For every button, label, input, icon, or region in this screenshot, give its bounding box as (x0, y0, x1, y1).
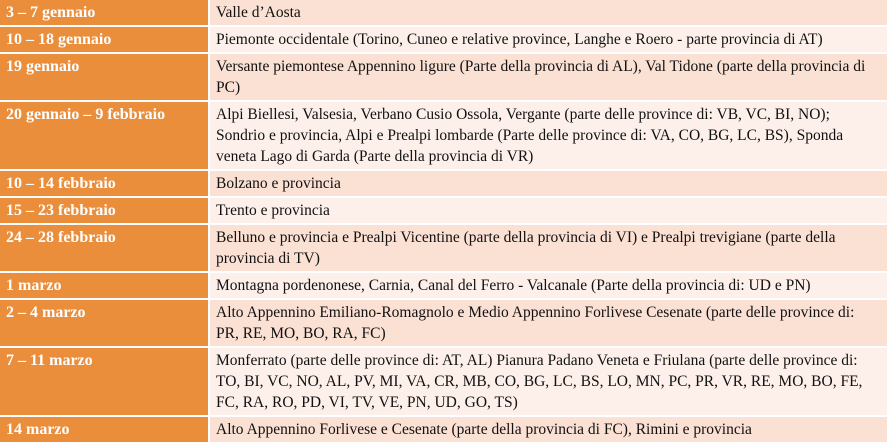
table-row (0, 170, 887, 197)
date-cell: 14 marzo (0, 416, 209, 443)
date-cell: 19 gennaio (0, 53, 209, 101)
table-row (0, 272, 887, 299)
date-cell: 15 – 23 febbraio (0, 197, 209, 224)
table-row (0, 0, 887, 26)
date-cell: 20 gennaio – 9 febbraio (0, 101, 209, 170)
area-cell: Versante piemontese Appennino ligure (Parte della provincia di AL), Val Tidone (parte della provincia di PC) (209, 53, 887, 101)
date-cell: 24 – 28 febbraio (0, 224, 209, 272)
area-cell: Bolzano e provincia (209, 170, 887, 197)
date-cell: 1 marzo (0, 272, 209, 299)
table-row (0, 347, 887, 416)
table-row (0, 53, 887, 101)
area-cell: Belluno e provincia e Prealpi Vicentine (parte della provincia di VI) e Prealpi trevigiane (parte della provincia di TV) (209, 224, 887, 272)
area-cell: Alto Appennino Emiliano-Romagnolo e Medio Appennino Forlivese Cesenate (parte delle province di: PR, RE, MO, BO, RA, FC) (209, 299, 887, 347)
date-cell: 10 – 18 gennaio (0, 26, 209, 53)
date-cell: 3 – 7 gennaio (0, 0, 209, 26)
area-cell: Alto Appennino Forlivese e Cesenate (parte della provincia di FC), Rimini e provincia (209, 416, 887, 443)
table-row (0, 299, 887, 347)
area-cell: Monferrato (parte delle province di: AT, AL) Pianura Padano Veneta e Friulana (parte delle province di: TO, BI, VC, NO, AL, PV, MI, VA, CR, MB, CO, BG, LC, BS, LO, MN, PC, PR, VR, RE, MO, BO, FE, FC, RA, RO, PD, VI, TV, VE, PN, UD, GO, TS) (209, 347, 887, 416)
date-cell: 7 – 11 marzo (0, 347, 209, 416)
area-cell: Alpi Biellesi, Valsesia, Verbano Cusio Ossola, Vergante (parte delle province di: VB, VC, BI, NO); Sondrio e provincia, Alpi e Prealpi lombarde (Parte delle province di: VA, CO, BG, LC, BS), Sponda veneta Lago di Garda (Parte della provincia di VR) (209, 101, 887, 170)
table-row (0, 26, 887, 53)
area-cell: Montagna pordenonese, Carnia, Canal del Ferro - Valcanale (Parte della provincia di: UD e PN) (209, 272, 887, 299)
date-cell: 10 – 14 febbraio (0, 170, 209, 197)
area-cell: Valle d’Aosta (209, 0, 887, 26)
table-row (0, 197, 887, 224)
area-cell: Piemonte occidentale (Torino, Cuneo e relative province, Langhe e Roero - parte provincia di AT) (209, 26, 887, 53)
date-cell: 2 – 4 marzo (0, 299, 209, 347)
table-row (0, 416, 887, 443)
area-cell: Trento e provincia (209, 197, 887, 224)
table-row (0, 101, 887, 170)
table-row (0, 224, 887, 272)
